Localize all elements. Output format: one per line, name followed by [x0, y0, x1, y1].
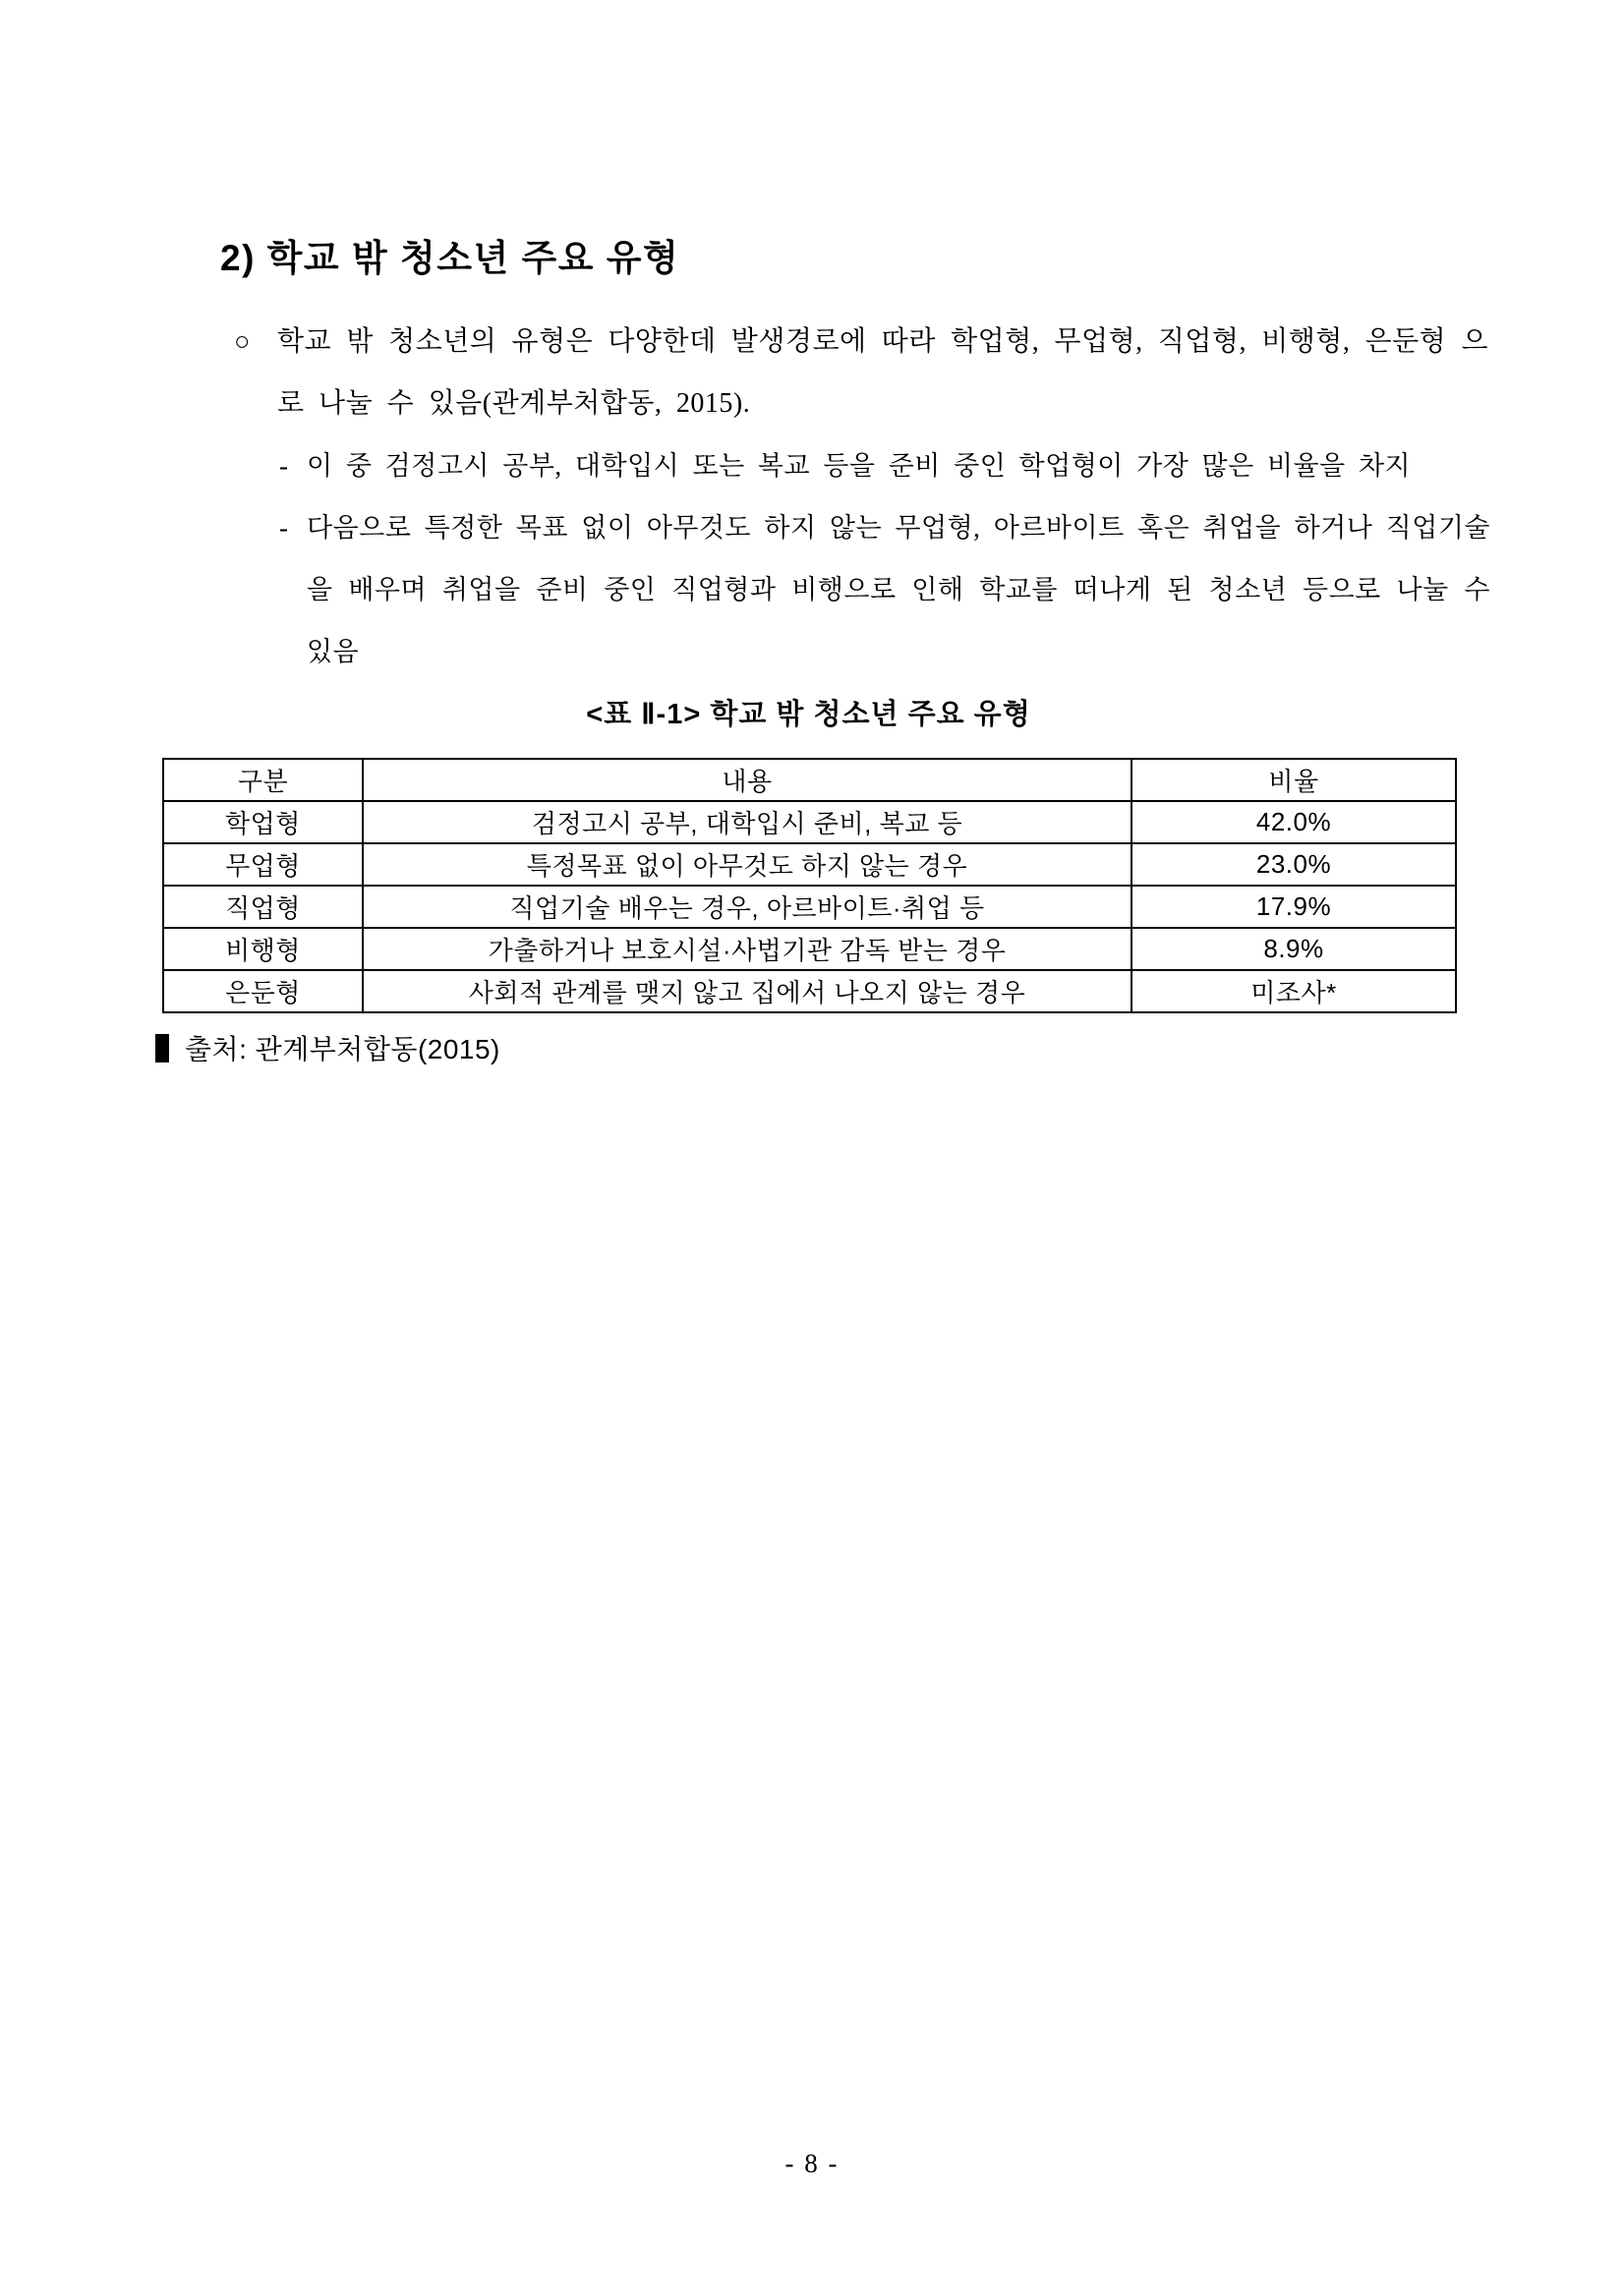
dash-bullet-icon: - — [279, 513, 288, 543]
table-row — [163, 928, 1456, 970]
page-number: - 8 - — [784, 2149, 840, 2178]
sub-bullet-text: 다음으로 특정한 목표 없이 아무것도 하지 않는 무업형, 아르바이트 혹은 취업을 하거나 직업기술을 배우며 취업을 준비 중인 직업형과 비행으로 인해 학교를 떠나게 된 청소년 등으로 나눌 수 있음 — [307, 513, 1490, 666]
source-text: 출처: 관계부처합동(2015) — [185, 1034, 500, 1064]
cell-category: 비행형 — [163, 928, 363, 970]
section-heading: 2) 학교 밖 청소년 주요 유형 — [220, 238, 680, 278]
sub-bullet-item — [279, 435, 1490, 497]
cell-category: 학업형 — [163, 801, 363, 843]
table-row — [163, 843, 1456, 886]
table-row — [163, 886, 1456, 928]
cell-ratio: 42.0% — [1131, 801, 1456, 843]
cell-category: 직업형 — [163, 886, 363, 928]
sub-bullet-text: 이 중 검정고시 공부, 대학입시 또는 복교 등을 준비 중인 학업형이 가장 많은 비율을 차지 — [307, 451, 1412, 481]
circle-bullet-icon: ○ — [234, 326, 251, 356]
table-caption: <표 Ⅱ-1> 학교 밖 청소년 주요 유형 — [586, 699, 1031, 730]
cell-description: 사회적 관계를 맺지 않고 집에서 나오지 않는 경우 — [363, 970, 1131, 1012]
cell-ratio: 17.9% — [1131, 886, 1456, 928]
cell-description: 직업기술 배우는 경우, 아르바이트·취업 등 — [363, 886, 1131, 928]
cell-description: 가출하거나 보호시설·사법기관 감독 받는 경우 — [363, 928, 1131, 970]
source-bar-icon — [155, 1034, 169, 1062]
bullet-paragraph — [234, 311, 1488, 434]
cell-description: 검정고시 공부, 대학입시 준비, 복교 등 — [363, 801, 1131, 843]
cell-ratio: 8.9% — [1131, 928, 1456, 970]
sub-bullet-item — [279, 497, 1490, 683]
table-row — [163, 970, 1456, 1012]
youth-type-table — [162, 758, 1457, 1013]
cell-category: 은둔형 — [163, 970, 363, 1012]
cell-ratio: 23.0% — [1131, 843, 1456, 886]
table-header-row — [163, 759, 1456, 801]
table-source-note — [155, 1028, 500, 1067]
header-cell-category: 구분 — [163, 759, 363, 801]
table-row — [163, 801, 1456, 843]
cell-ratio: 미조사* — [1131, 970, 1456, 1012]
cell-category: 무업형 — [163, 843, 363, 886]
cell-description: 특정목표 없이 아무것도 하지 않는 경우 — [363, 843, 1131, 886]
dash-bullet-icon: - — [279, 451, 288, 481]
bullet-text: 학교 밖 청소년의 유형은 다양한데 발생경로에 따라 학업형, 무업형, 직업형, 비행형, 은둔형 으로 나눌 수 있음(관계부처합동, 2015). — [277, 326, 1488, 419]
sub-bullet-list — [279, 435, 1490, 683]
header-cell-description: 내용 — [363, 759, 1131, 801]
header-cell-ratio: 비율 — [1131, 759, 1456, 801]
